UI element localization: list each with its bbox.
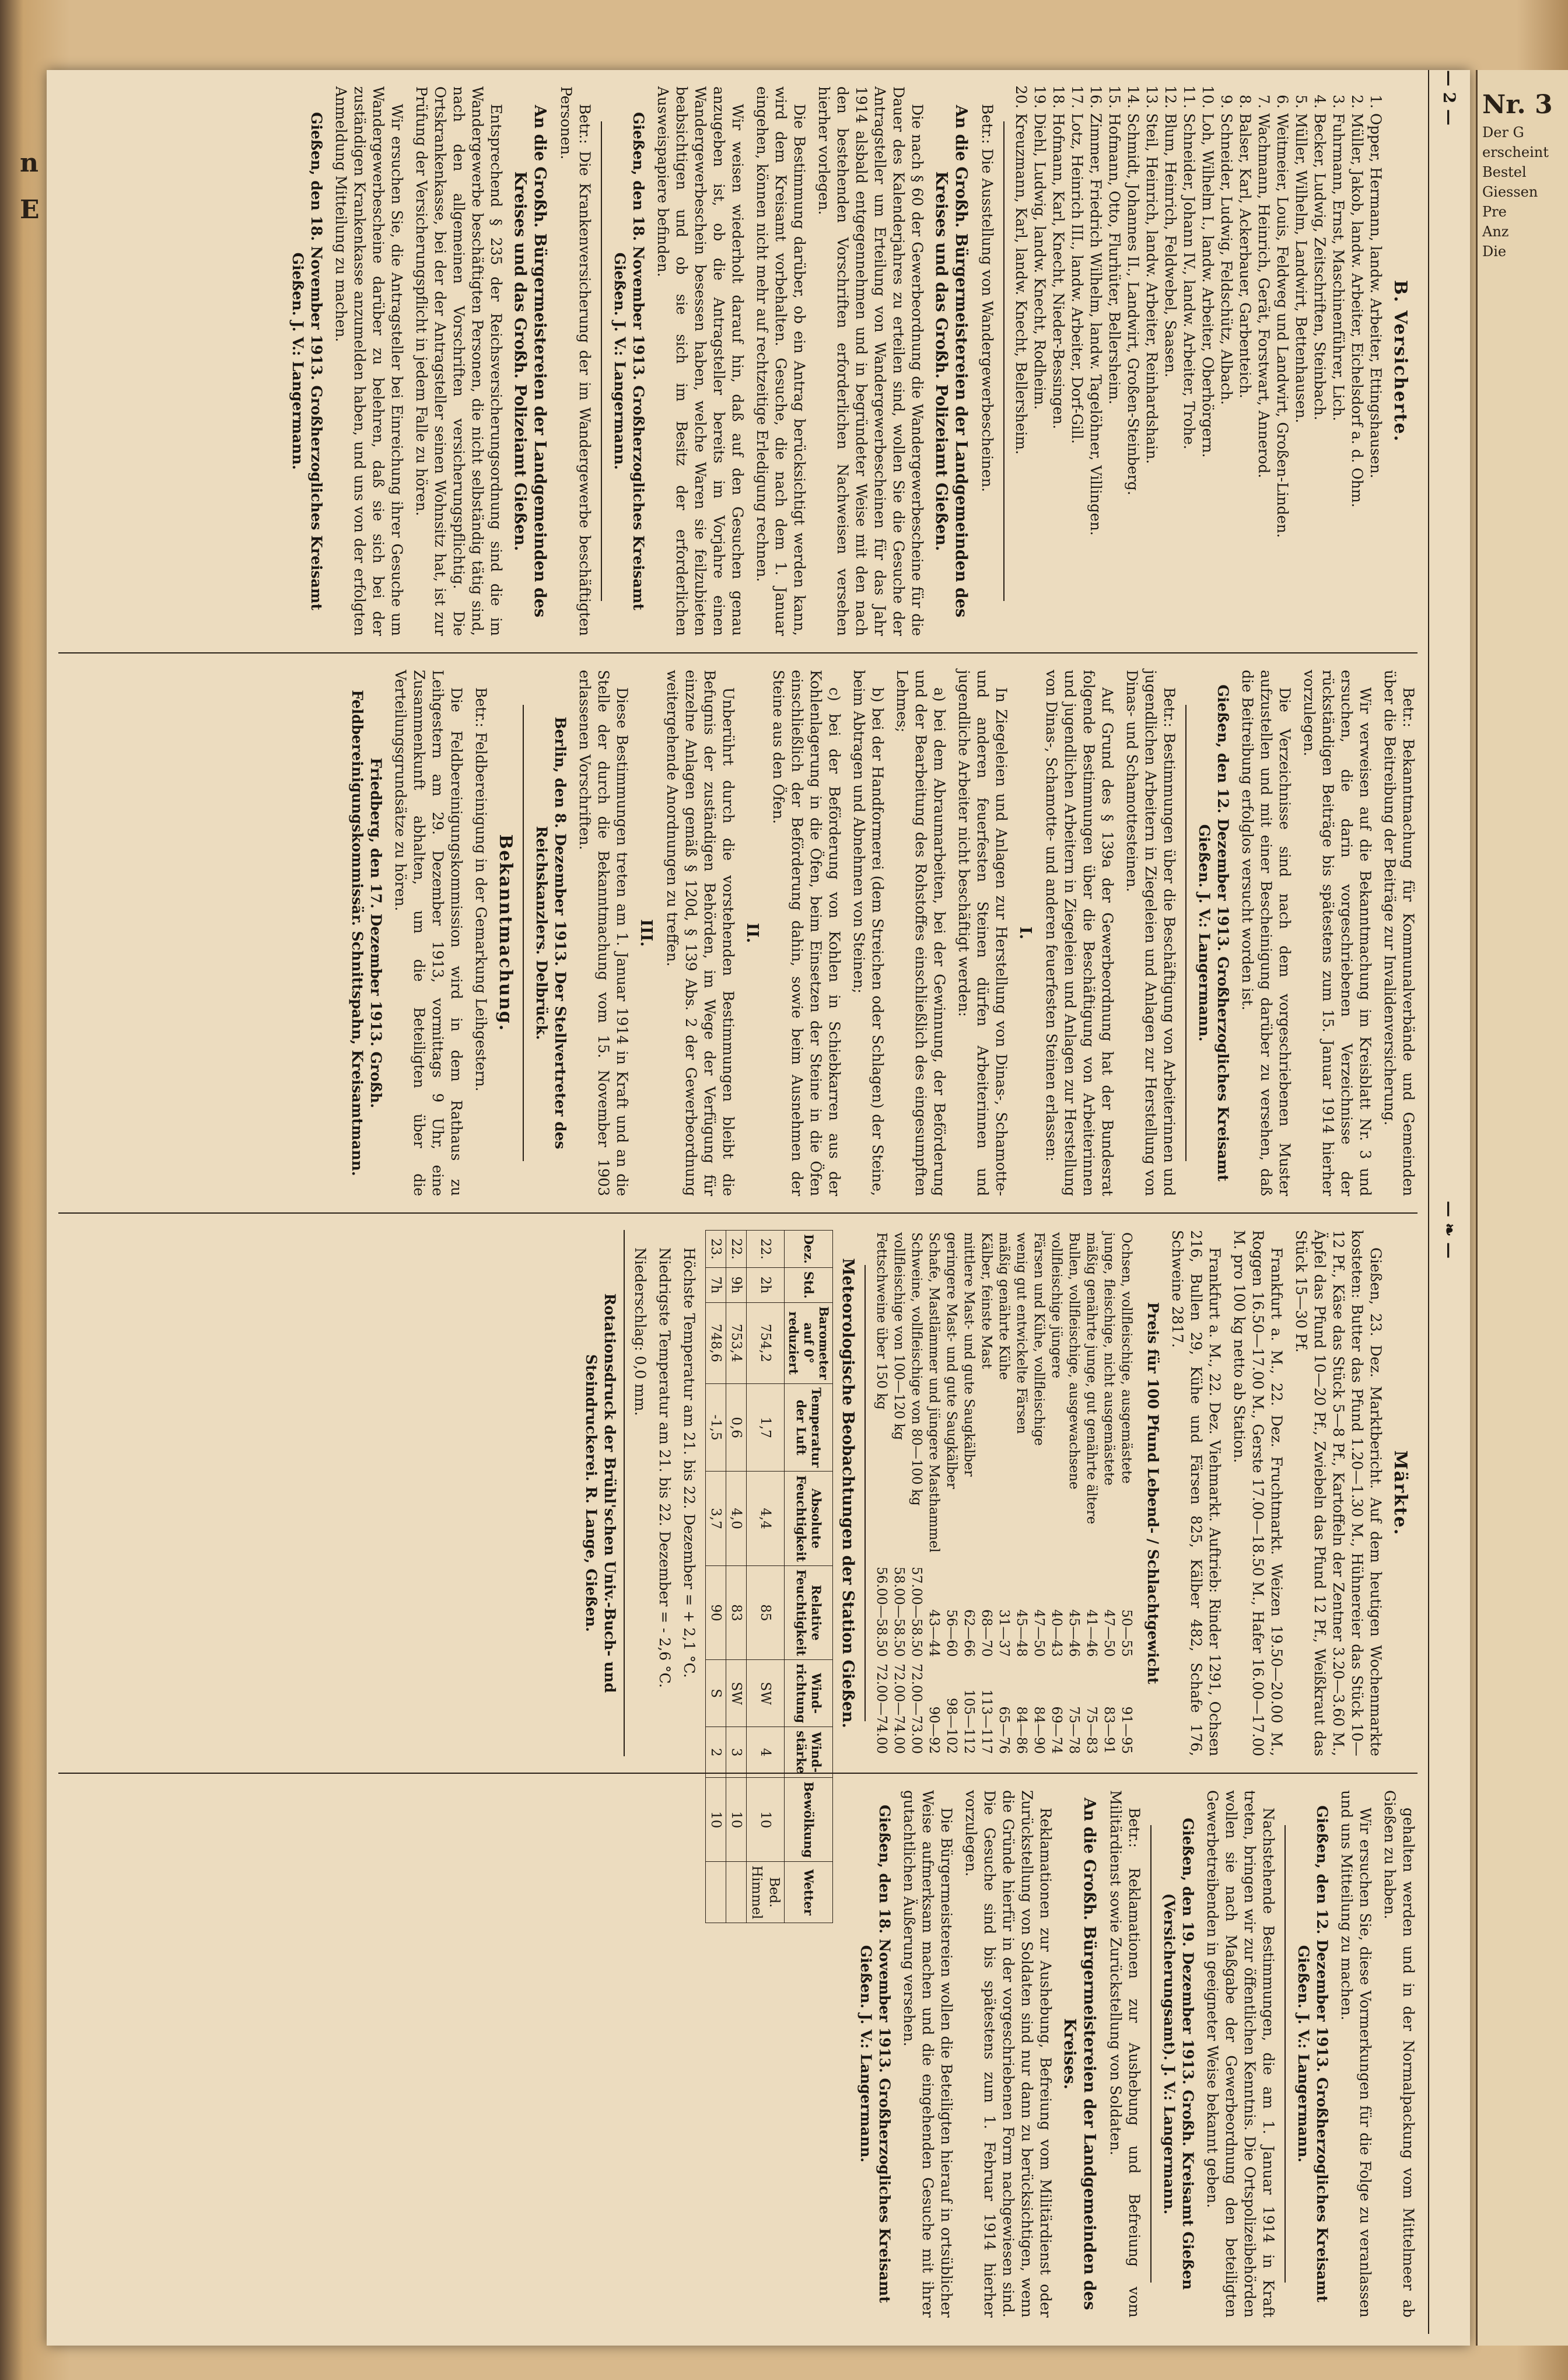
table-row [1118, 1230, 1135, 1756]
table-row [995, 1230, 1013, 1756]
edge-line: erscheint [1482, 144, 1549, 160]
market-report: Frankfurt a. M., 22. Dez. Fruchtmarkt. Weizen 19.50—20.00 M., Roggen 16.50—17.00 M., Gerste 17.00—18.50 M., Hafer 16.00—17.00 M. pro 100 kg netto ab Station. [1231, 1230, 1285, 1756]
paragraph: Die Bürgermeistereien wollen die Beteiligten hierauf in ortsüblicher Weise aufmerksam machen und die eingehenden Gesuche mit ihrer gutachtlichen Äußerung versehen. [901, 1790, 955, 2318]
price-label: Kälber, feinste Mast [979, 1232, 994, 1369]
markets-title: Märkte. [1390, 1450, 1410, 1536]
table-cell: S [706, 1660, 726, 1727]
table-row [1030, 1230, 1048, 1756]
list-item: 20. Kreuzmann, Karl, landw. Knecht, Bellersheim. [1012, 113, 1030, 636]
list-item: 16. Zimmer, Friedrich Wilhelm, landw. Tagelöhner, Villingen. [1086, 113, 1105, 636]
list-item: 8. Balser, Karl, Ackerbauer, Garbenteich. [1236, 113, 1254, 636]
table-row [943, 1230, 960, 1756]
newspaper-page [47, 70, 1470, 2346]
paragraph: a) bei dem Abraumarbeiten, bei der Gewinnung, der Beförderung und der Bearbeitung des Rohstoffes einschließlich des eingesumpften Lehmes; [894, 670, 948, 1196]
table-cell: 753,4 [726, 1302, 747, 1383]
divider [1185, 705, 1186, 1161]
notice-heading: Betr.: Bekanntmachung für Kommunalverbände und Gemeinden über die Beitreibung der Beiträge zur Invalidenversicherung. [1381, 670, 1417, 1196]
paragraph: Wir weisen wiederholt darauf hin, daß auf den Gesuchen genau anzugeben ist, ob die Antragsteller bereits im Vorjahre einen Wandergewerbeschein besessen haben, welche Waren sie feilzubieten beabsichtigen und ob sie sich im Besitz der erforderlichen Ausweispapiere befinden. [654, 86, 746, 636]
paragraph: Wir verweisen auf die Bekanntmachung im Kreisblatt Nr. 3 und ersuchen, die darin vorgeschriebenen Verzeichnisse der rückständigen Beiträge bis spätestens zum 15. Januar 1914 hierher vorzulegen. [1301, 670, 1374, 1196]
signature: Gießen, den 19. Dezember 1913. Großh. Kreisamt Gießen (Versicherungsamt). J. V.: Langermann. [1161, 1818, 1196, 2290]
price-value: 47—50 [1101, 1609, 1116, 1657]
table-row [890, 1230, 908, 1756]
price-value: 98—102 [944, 1697, 959, 1754]
price-value: 56.00—58.50 [874, 1566, 889, 1657]
price-value: 84—86 [1014, 1706, 1029, 1754]
price-value: 69—74 [1049, 1706, 1064, 1754]
paragraph: gehalten werden und in der Normalpackung vom Mittelmeer ab Gießen zu haben. [1381, 1790, 1417, 2318]
notice-heading: Betr.: Die Krankenversicherung der im Wandergewerbe beschäftigten Personen. [558, 86, 593, 636]
price-value: 45—46 [1066, 1609, 1082, 1657]
table-cell: 10 [747, 1778, 785, 1862]
section-number: I. [1016, 926, 1034, 940]
table-cell: 4 [747, 1727, 785, 1778]
table-row [960, 1230, 978, 1756]
divider [523, 705, 524, 1161]
edge-right-title: Nr. 3 [1482, 90, 1553, 120]
price-label: mäßig genährte Kühe [996, 1232, 1012, 1381]
weather-title: Meteorologische Beobachtungen der Station Gießen. [839, 1258, 857, 1728]
price-label: Ochsen, vollfleischige, ausgemästete [1119, 1232, 1134, 1484]
price-label: junge, fleischige, nicht ausgemästete [1101, 1232, 1116, 1486]
price-value: 91—95 [1119, 1706, 1134, 1754]
price-value: 72.00—73.00 [909, 1663, 924, 1754]
notice-heading: Betr.: Die Ausstellung von Wandergewerbescheinen. [979, 104, 996, 492]
table-cell: 23. [706, 1231, 726, 1268]
table-cell: SW [726, 1660, 747, 1727]
paragraph: c) bei der Beförderung von Kohlen in Schiebkarren aus der Kohlenlagerung in die Öfen, beim Einsetzen der Steine in die Öfen einschließlich der Beförderung dahin, sowie beim Ausnehmen der Steine aus den Öfen. [770, 670, 843, 1196]
section-title: B. Versicherte. [1390, 279, 1410, 443]
edge-right-lines [1482, 123, 1563, 261]
rotated-sheet [58, 70, 1470, 2334]
paragraph: Unberührt durch die vorstehenden Bestimmungen bleibt die Befugnis der zuständigen Behörden, im Wege der Verfügung für einzelne Anlagen gemäß § 120d, § 139 Abs. 2 der Gewerbeordnung weitergehende Anordnungen zu treffen. [664, 670, 737, 1196]
price-label: mittlere Mast- und gute Saugkälber [961, 1232, 977, 1477]
table-cell: 22. [726, 1231, 747, 1268]
table-cell: 3 [726, 1727, 747, 1778]
weather-note: Höchste Temperatur am 21. bis 22. Dezember = + 2,1 °C. [681, 1247, 698, 1678]
table-header: Wetter [785, 1862, 833, 1923]
price-value: 75—83 [1084, 1706, 1099, 1754]
paragraph: Nachstehende Bestimmungen, die am 1. Januar 1914 in Kraft treten, bringen wir zur öffentlichen Kenntnis. Die Ortspolizeibehörden wollen sie nach Maßgabe der Gewerbeordnung den beteiligten Gewerbetreibenden in geeigneter Weise bekannt geben. [1204, 1790, 1277, 2318]
weather-note: Niedrigste Temperatur am 21. bis 22. Dezember = - 2,6 °C. [656, 1247, 673, 1688]
price-label: Bullen, vollfleischige, ausgewachsene [1066, 1232, 1082, 1490]
list-item: 6. Weitmeier, Louis, Feldweg und Landwirt, Großen-Linden. [1273, 113, 1292, 636]
table-cell: 3,7 [706, 1472, 726, 1565]
price-value: 45—48 [1014, 1609, 1029, 1657]
table-cell: 22. [747, 1231, 785, 1268]
edge-line: Die [1482, 243, 1507, 260]
table-row [908, 1230, 925, 1756]
column-4 [58, 1774, 1418, 2334]
table-cell: 7h [706, 1267, 726, 1302]
divider [1150, 1825, 1152, 2283]
paragraph: Die nach § 60 der Gewerbeordnung die Wandergewerbescheine für die Dauer des Kalenderjahres zu erteilen sind, wollen Sie die Gesuche der Antragsteller um Erteilung von Wandergewerbescheinen für das Jahr 1914 alsbald entgegennehmen und in begründeter Weise mit den nach den bestehenden Vorschriften erforderlichen Nachweisen versehen hierher vorlegen. [816, 86, 926, 636]
list-item: 11. Schneider, Johann IV., landw. Arbeiter, Trohe. [1180, 113, 1198, 636]
notice-addressee: An die Großh. Bürgermeistereien der Landgemeinden des Kreises. [1060, 1797, 1098, 2311]
price-label: Fettschweine über 150 kg [874, 1232, 889, 1410]
price-value: 105—112 [961, 1689, 977, 1754]
table-header: Dez. [785, 1231, 833, 1268]
column-1 [58, 70, 1418, 653]
price-value: 83—91 [1101, 1706, 1116, 1754]
edge-line: Anz [1482, 223, 1509, 240]
price-label: vollfleischige jüngere [1049, 1232, 1064, 1379]
table-cell: 10 [706, 1778, 726, 1862]
price-value: 72.00—74.00 [891, 1663, 907, 1754]
table-header: Absolute Feuchtigkeit [785, 1472, 833, 1565]
price-label: geringere Mast- und gute Saugkälber [944, 1232, 959, 1489]
table-header: Temperatur der Luft [785, 1383, 833, 1472]
table-header: Wind-stärke [785, 1727, 833, 1778]
printer-imprint: Rotationsdruck der Brühl'schen Univ.-Buch- und Steindruckerei. R. Lange, Gießen. [582, 1230, 625, 1756]
edge-left-text: n E [20, 148, 40, 225]
paragraph: Auf Grund des § 139a der Gewerbeordnung hat der Bundesrat folgende Bestimmungen über die Beschäftigung von Arbeiterinnen und jugendlichen Arbeitern in Ziegeleien und Anlagen zur Herstellung von Dinas-, Schamotte- und anderen feuerfesten Steinen erlassen: [1043, 670, 1116, 1196]
table-cell: 4,0 [726, 1472, 747, 1565]
price-value: 40—43 [1049, 1609, 1064, 1657]
table-cell: 10 [726, 1778, 747, 1862]
table-cell: -1,5 [706, 1383, 726, 1472]
paragraph: Entsprechend § 235 der Reichsversicherungsordnung sind die im Wandergewerbe beschäftigten Personen, die nicht selbständig tätig sind, nach den allgemeinen Vorschriften versicherungspflichtig. Die Ortskrankenkasse, bei der der Antragsteller seinen Wohnsitz hat, ist zur Prüfung der Versicherungspflicht in jedem Falle zu hören. [413, 86, 505, 636]
table-cell: Bed. Himmel [747, 1862, 785, 1923]
notice-heading: Betr.: Reklamationen zur Aushebung und Befreiung vom Militärdienst sowie Zurückstellung von Soldaten. [1107, 1790, 1143, 2318]
list-item: 15. Hofmann, Otto, Flurhüter, Bellersheim. [1105, 113, 1124, 636]
paragraph: Wir ersuchen Sie, diese Vormerkungen für die Folge zu veranlassen und uns Mitteilung zu machen. [1338, 1790, 1374, 2318]
table-cell: 2h [747, 1267, 785, 1302]
table-cell: 748,6 [706, 1302, 726, 1383]
signature: Gießen, den 18. November 1913. Großherzogliches Kreisamt Gießen. J. V.: Langermann. [289, 112, 325, 610]
paragraph: Diese Bestimmungen treten am 1. Januar 1914 in Kraft und an die Stelle der durch die Bekanntmachung vom 15. November 1903 erlassenen Vorschriften. [576, 670, 631, 1196]
table-header: Wind-richtung [785, 1660, 833, 1727]
list-item: 1. Opper, Hermann, landw. Arbeiter, Ettingshausen. [1366, 113, 1385, 636]
list-item: 5. Müller, Wilhelm, Landwirt, Bettenhausen. [1292, 113, 1310, 636]
table-cell: 90 [706, 1565, 726, 1659]
market-report: Gießen, 23. Dez. Marktbericht. Auf dem heutigen Wochenmarkte kosteten: Butter das Pfund 1.20—1.30 M., Hühnereier das Stück 10—12 Pf., Käse das Stück 5—8 Pf., Kartoffeln der Zentner 3.20—3.60 M., Äpfel das Pfund 10—20 Pf., Zwiebeln das Pfund 12 Pf., Weißkraut das Stück 15—30 Pf. [1293, 1230, 1384, 1756]
market-report: Frankfurt a. M., 22. Dez. Viehmarkt. Auftrieb: Rinder 1291, Ochsen 216, Bullen 29, Kühe und Färsen 825, Kälber 482, Schafe 176, Schweine 2817. [1169, 1230, 1223, 1756]
table-row [1048, 1230, 1065, 1756]
weather-note: Niederschlag: 0,0 mm. [632, 1247, 649, 1416]
page-header [1428, 70, 1470, 2334]
list-item: 3. Fuhrmann, Ernst, Maschinenführer, Lich. [1329, 113, 1348, 636]
price-value: 31—37 [996, 1609, 1012, 1657]
notice-heading: Betr.: Bestimmungen über die Beschäftigung von Arbeiterinnen und jugendlichen Arbeitern in Ziegeleien und Anlagen zur Herstellung von Dinas- und Schamottesteinen. [1124, 670, 1178, 1196]
price-value: 41—46 [1084, 1609, 1099, 1657]
price-value: 62—66 [961, 1609, 977, 1657]
price-value: 50—55 [1119, 1609, 1134, 1657]
price-value: 57.00—58.50 [909, 1566, 924, 1657]
table-header: Relative Feuchtigkeit [785, 1565, 833, 1659]
paragraph: Die Bestimmung darüber, ob ein Antrag berücksichtigt werden kann, wird dem Kreisamt vorbehalten. Gesuche, die nach dem 1. Januar eingehen, können nicht mehr auf rechtzeitige Erledigung rechnen. [754, 86, 808, 636]
paragraph: Die Verzeichnisse sind nach dem vorgeschriebenen Muster aufzustellen und mit einer Bescheinigung darüber zu versehen, daß die Beitreibung erfolglos versucht worden ist. [1239, 670, 1293, 1196]
paragraph: In Ziegeleien und Anlagen zur Herstellung von Dinas-, Schamotte- und anderen feuerfesten Steinen dürfen Arbeiterinnen und jugendliche Arbeiter nicht beschäftigt werden: [956, 670, 1010, 1196]
table-row [1100, 1230, 1118, 1756]
paragraph: b) bei der Handformerei (dem Streichen oder Schlagen) der Steine, beim Abtragen und Abnehmen von Steinen; [850, 670, 886, 1196]
price-value: 72.00—74.00 [874, 1663, 889, 1754]
divider [1284, 1825, 1286, 2283]
paragraph: Die Feldbereinigungskommission wird in dem Rathaus zu Leihgestern am 29. Dezember 1913, vormittags 9 Uhr, eine Zusammenkunft abhalten, um die Beteiligten über die Verteilungsgrundsätze zu hören. [392, 670, 465, 1196]
price-value: 75—78 [1066, 1706, 1082, 1754]
list-item: 9. Schneider, Ludwig, Feldschütz, Albach. [1217, 113, 1236, 636]
table-header: Barometer auf 0° reduziert [785, 1302, 833, 1383]
list-item: 14. Schmidt, Johannes II., Landwirt, Großen-Steinberg. [1124, 113, 1142, 636]
divider [1003, 121, 1005, 601]
signature: Friedberg, den 17. Dezember 1913. Großh. Feldbereinigungskommissär. Schnittspahn, Kreisamtmann. [349, 690, 384, 1176]
edge-line: Der G [1482, 124, 1524, 141]
price-value: 47—50 [1031, 1609, 1046, 1657]
table-row [925, 1230, 943, 1756]
divider [864, 1265, 866, 1721]
list-item: 10. Loh, Wilhelm I., landw. Arbeiter, Oberhörgern. [1198, 113, 1217, 636]
price-value: 113—117 [979, 1689, 994, 1754]
table-cell: SW [747, 1660, 785, 1727]
signature: Gießen, den 12. Dezember 1913. Großherzogliches Kreisamt Gießen. J. V.: Langermann. [1196, 684, 1231, 1182]
signature: Gießen, den 18. November 1913. Großherzogliches Kreisamt Gießen. J. V.: Langermann. [611, 112, 647, 610]
price-label: mäßig genährte junge, gut genährte ältere [1084, 1232, 1099, 1525]
table-row [873, 1230, 890, 1756]
price-label: Schafe, Mastlämmer und jüngere Masthammel [926, 1232, 942, 1553]
livestock-price-table [873, 1230, 1135, 1756]
price-value: 58.00—58.50 [891, 1566, 907, 1657]
price-table-heading: Preis für 100 Pfund Lebend- / Schlachtgewicht [1144, 1302, 1161, 1684]
price-value: 68—70 [979, 1609, 994, 1657]
notice-heading: Betr.: Feldbereinigung in der Gemarkung Leihgestern. [473, 687, 489, 1092]
table-header: Bewölkung [785, 1778, 833, 1862]
columns [58, 70, 1418, 2334]
insured-list [1012, 86, 1385, 636]
price-label: vollfleischige von 100—120 kg [891, 1232, 907, 1441]
list-item: 12. Blum, Heinrich, Feldwebel, Saasen. [1161, 113, 1180, 636]
table-cell: 4,4 [747, 1472, 785, 1565]
table-cell: 754,2 [747, 1302, 785, 1383]
table-cell: 85 [747, 1565, 785, 1659]
notice-addressee: An die Großh. Bürgermeistereien der Landgemeinden des Kreises und das Großh. Polizeiamt Gießen. [932, 104, 970, 618]
list-item: 7. Wachmann, Heinrich, Gerät, Forstwart, Annerod. [1254, 113, 1273, 636]
list-item: 18. Hofmann, Karl, Knecht, Nieder-Bessingen. [1049, 113, 1068, 636]
price-value: 65—76 [996, 1706, 1012, 1754]
signature: Berlin, den 8. Dezember 1913. Der Stellvertreter des Reichskanzlers. Delbrück. [533, 717, 569, 1149]
paragraph: Reklamationen zur Aushebung, Befreiung vom Militärdienst oder Zurückstellung von Soldaten sind nur dann zu berücksichtigen, wenn die Gründe hierfür in der vorgeschriebenen Form nachgewiesen sind. Die Gesuche sind bis spätestens zum 1. Februar 1914 hierher vorzulegen. [963, 1790, 1054, 2318]
adjacent-page-left-edge [0, 70, 46, 2346]
divider [601, 121, 602, 601]
page-number: — 2 — [1440, 70, 1460, 125]
table-header: Std. [785, 1267, 833, 1302]
table-row [1013, 1230, 1030, 1756]
list-item: 13. Steil, Heinrich, landw. Arbeiter, Reinhardshain. [1142, 113, 1161, 636]
table-row [978, 1230, 995, 1756]
signature: Gießen, den 18. November 1913. Großherzogliches Kreisamt Gießen. J. V.: Langermann. [858, 1805, 893, 2303]
price-value: 90—92 [926, 1706, 942, 1754]
price-label: Färsen und Kühe, vollfleischige [1031, 1232, 1046, 1446]
edge-line: Pre [1482, 204, 1507, 220]
list-item: 17. Lotz, Heinrich III., landw. Arbeiter, Dorf-Gill. [1068, 113, 1086, 636]
table-cell: 83 [726, 1565, 747, 1659]
table-row [1083, 1230, 1100, 1756]
section-number: II. [743, 922, 761, 943]
column-2 [58, 653, 1418, 1214]
adjacent-page-right-edge [1476, 70, 1568, 2346]
price-value: 84—90 [1031, 1706, 1046, 1754]
price-label: Schweine, vollfleischige von 80—100 kg [909, 1232, 924, 1506]
table-cell: 0,6 [726, 1383, 747, 1472]
list-item: 19. Diehl, Ludwig, landw. Knecht, Rodheim. [1030, 113, 1049, 636]
notice-title: Bekanntmachung. [495, 834, 516, 1032]
notice-addressee: An die Großh. Bürgermeistereien der Landgemeinden des Kreises und das Großh. Polizeiamt Gießen. [511, 104, 549, 618]
price-value: 56—60 [944, 1609, 959, 1657]
table-row [1065, 1230, 1083, 1756]
table-cell: 9h [726, 1267, 747, 1302]
list-item: 2. Müller, Jakob, landw. Arbeiter, Eichelsdorf a. d. Ohm. [1348, 113, 1366, 636]
table-cell: 1,7 [747, 1383, 785, 1472]
price-value: 43—44 [926, 1609, 942, 1657]
price-label: wenig gut entwickelte Färsen [1014, 1232, 1029, 1434]
section-number: III. [637, 919, 655, 947]
list-item: 4. Becker, Ludwig, Zeitschriften, Steinbach. [1310, 113, 1329, 636]
edge-line: Bestel [1482, 164, 1527, 180]
table-cell: 2 [706, 1727, 726, 1778]
column-3 [58, 1214, 1418, 1920]
edge-line: Giessen [1482, 184, 1538, 200]
signature: Gießen, den 12. Dezember 1913. Großherzogliches Kreisamt Gießen. J. V.: Langermann. [1295, 1805, 1331, 2302]
header-ornament: — ❧ — [1440, 1201, 1460, 1259]
paragraph: Wir ersuchen Sie, die Antragsteller bei Einreichung ihrer Gesuche um Wandergewerbescheine darüber zu belehren, daß sie sich bei der zuständigen Krankenkasse anzumelden haben, und uns von der erfolgten Anmeldung Mitteilung zu machen. [332, 86, 405, 636]
